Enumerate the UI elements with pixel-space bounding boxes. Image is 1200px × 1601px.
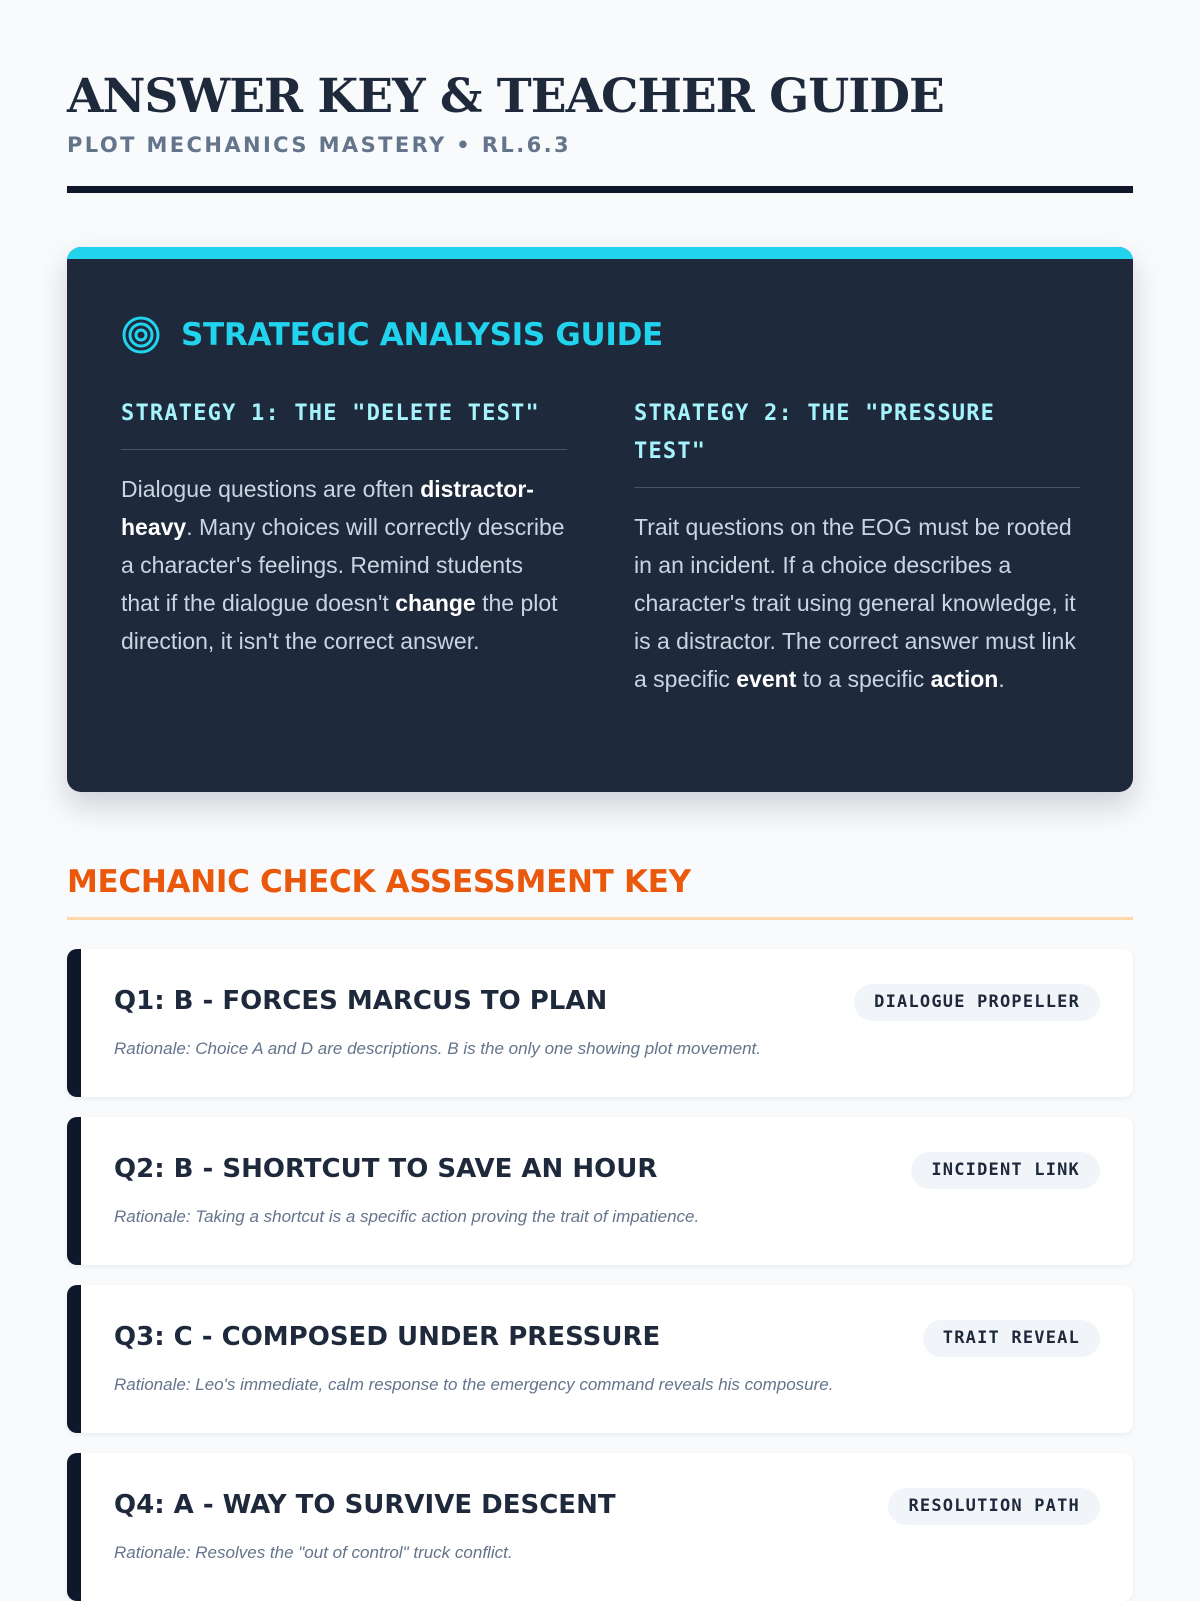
strategy-text: . Many choices will correctly describe a character's feelings. Remind students that if the dialogue doesn't <box>121 514 565 616</box>
answer-card-accent <box>67 949 81 1097</box>
answer-rationale: Rationale: Taking a shortcut is a specific action proving the trait of impatience. <box>114 1207 700 1226</box>
strategy-text: the plot direction, it isn't the correct answer. <box>121 590 558 654</box>
answer-card-q2 <box>67 1117 1133 1265</box>
guide-title-row <box>121 315 663 355</box>
answer-rationale: Rationale: Choice A and D are descriptions. B is the only one showing plot movement. <box>114 1039 761 1058</box>
strategy-text: . <box>998 666 1005 692</box>
answer-tag: DIALOGUE PROPELLER <box>854 984 1100 1021</box>
answer-tag: RESOLUTION PATH <box>888 1488 1100 1525</box>
strategy-emphasis: event <box>736 666 797 692</box>
strategy-emphasis: action <box>930 666 999 692</box>
strategy-body <box>121 470 567 660</box>
page-header <box>67 66 1133 160</box>
strategy-text: to a specific <box>796 666 931 692</box>
guide-title: STRATEGIC ANALYSIS GUIDE <box>181 317 663 353</box>
answer-tag: TRAIT REVEAL <box>923 1320 1100 1357</box>
strategy-emphasis: change <box>395 590 476 616</box>
answer-key-title: MECHANIC CHECK ASSESSMENT KEY <box>67 864 691 900</box>
answer-card-accent <box>67 1285 81 1433</box>
strategy-heading: STRATEGY 1: THE "DELETE TEST" <box>121 395 567 450</box>
answer-card-accent <box>67 1453 81 1601</box>
header-divider <box>67 186 1133 193</box>
page-subtitle: PLOT MECHANICS MASTERY • RL.6.3 <box>67 133 571 157</box>
answer-card-q4 <box>67 1453 1133 1601</box>
strategy-2 <box>634 395 1080 698</box>
answer-question: Q1: B - FORCES MARCUS TO PLAN <box>114 986 608 1016</box>
answer-rationale: Rationale: Resolves the "out of control" truck conflict. <box>114 1543 513 1562</box>
answer-card-q1 <box>67 949 1133 1097</box>
strategy-1 <box>121 395 567 660</box>
answer-question: Q3: C - COMPOSED UNDER PRESSURE <box>114 1322 661 1352</box>
strategy-emphasis: distractor-heavy <box>121 476 534 540</box>
strategy-text: Dialogue questions are often <box>121 476 421 502</box>
page-title: ANSWER KEY & TEACHER GUIDE <box>67 69 944 124</box>
target-icon <box>121 315 161 355</box>
strategic-analysis-guide-card <box>67 247 1133 792</box>
strategy-text: Trait questions on the EOG must be rooted in an incident. If a choice describes a character's trait using general knowledge, it is a distractor. The correct answer must link a specific <box>634 514 1076 692</box>
answer-card-q3 <box>67 1285 1133 1433</box>
answer-tag: INCIDENT LINK <box>911 1152 1100 1189</box>
answer-rationale: Rationale: Leo's immediate, calm response to the emergency command reveals his composure. <box>114 1375 834 1394</box>
answer-card-accent <box>67 1117 81 1265</box>
answer-key-divider <box>67 917 1133 920</box>
strategy-heading: STRATEGY 2: THE "PRESSURE TEST" <box>634 395 1080 488</box>
answer-question: Q2: B - SHORTCUT TO SAVE AN HOUR <box>114 1154 658 1184</box>
guide-accent-bar <box>67 247 1133 259</box>
strategy-body <box>634 508 1080 698</box>
answer-key-header <box>67 862 1133 902</box>
answer-question: Q4: A - WAY TO SURVIVE DESCENT <box>114 1490 616 1520</box>
